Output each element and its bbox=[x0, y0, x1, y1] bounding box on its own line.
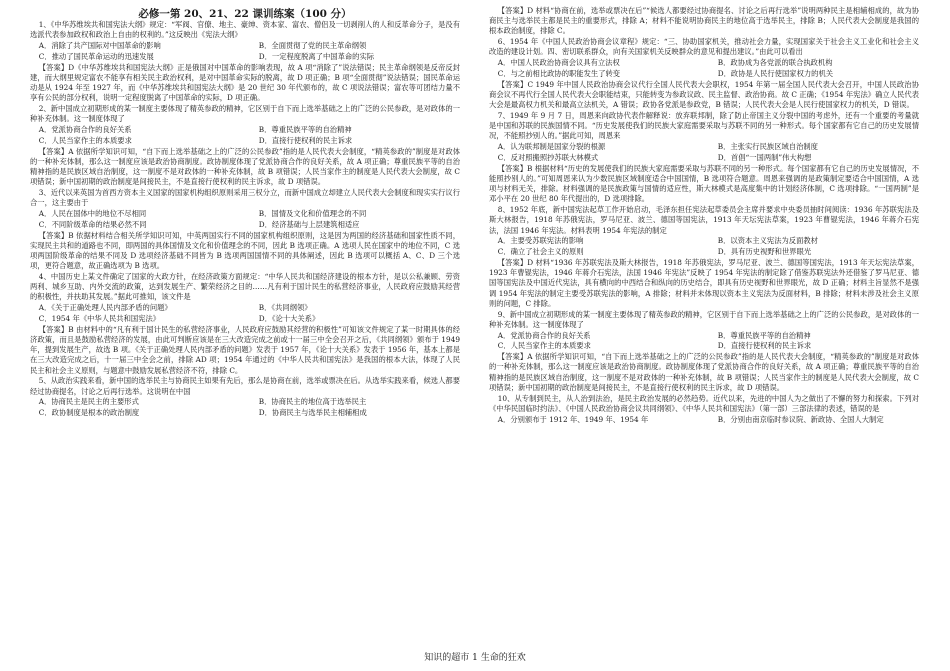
answer-option: C．确立了社会主义的原则 bbox=[497, 247, 584, 257]
paragraph: 2、新中国成立初期形成的某一制度主要体现了精英参政的精神，它区别于自下而上选举基础之上的广泛的公民参政，是对政体的一种补充体制。这一制度体现了 bbox=[30, 104, 460, 124]
answer-option: C．人民当家作主的本质要求 bbox=[38, 135, 132, 145]
answer-option: C．与之前相比政协的职能发生了转变 bbox=[497, 69, 621, 78]
answer-option: C．不同阶级革命的结果必然不同 bbox=[38, 219, 147, 229]
paragraph: 7、1949 年 9 月 7 日，周恩来向政协代表作解释说：放弃联邦制，除了防止帝国主义分裂中国的考虑外，还有一个重要的考量就是中国和苏联的民族国情不同。“历史发展使我们的民族大家庭需要采取与苏联不同的另一种形式。每个国家都有它自己的历史发展情况，不能照抄别人的。”据此可知，周恩来 bbox=[489, 111, 919, 141]
answer-option: A．《关于正确处理人民内部矛盾的问题》 bbox=[38, 303, 172, 313]
answer-option: D．直接行使权利的民主诉求 bbox=[717, 341, 812, 351]
option-row bbox=[489, 142, 919, 152]
paragraph: 【答案】B 依据材料结合相关所学知识可知，中英两国实行不同的国家机构组织原则，这是因为两国的经济基础和国家性质不同，实现民主共和的道路也不同，即两国的具体国情及文化和价值理念的不同，因此 B 选项正确。A 选项人民在国家中的地位不同，C 选项两国阶级革命的结果不同及 D 选项经济基础不同皆为 B 选项两国国情不同的具体阐述，因此 B 选项可以概括 A、C、D 三个选项，更符合题意，故正确选项为 B 选项。 bbox=[30, 230, 460, 271]
answer-option: A．党派协商合作的良好关系 bbox=[497, 330, 591, 340]
document-title: 必修一第 20、21、22 课训练案（100 分） bbox=[138, 8, 352, 20]
answer-option: D．《论十大关系》 bbox=[258, 314, 320, 323]
answer-option: D．首倡“一国两制”伟大构想 bbox=[717, 153, 812, 162]
answer-option: D．经济基础与上层建筑相适应 bbox=[258, 219, 360, 229]
answer-option: A．人民在国体中的地位不尽相同 bbox=[38, 209, 147, 218]
answer-option: A．消除了共产国际对中国革命的影响 bbox=[38, 41, 161, 50]
paragraph: 【答案】D《中华苏维埃共和国宪法大纲》正是俄国对中国革命的影响表现，故 A 项“消除了”说法错误；民主革命纲领是反帝反封建，而大纲里规定富农不能享有相关民主政治权利，是对中国革命实际的脱离，故 D 项正确；B 项“全面贯彻”说法错误；国民革命运动是从 1924 年至 1927 年，而《中华苏维埃共和国宪法大纲》是 20 世纪 30 年代颁布的，故 C 项说法错误；富农等可团结力量不享有公民的部分权利，说明一定程度脱离了中国革命的实际，D 项正确。 bbox=[30, 62, 460, 103]
paragraph: 8、1952 年底，新中国宪法起草工作开始启动，毛泽东担任宪法起草委员会主席并要求中央委员抽时间阅读：1936 年苏联宪法及斯大林报告，1918 年苏俄宪法，罗马尼亚、波兰、德国等国宪法，1913 年天坛宪法草案，1923 年曹锟宪法，1946 年蒋介石宪法，法国 1946 年宪法。材料表明 1954 年宪法的制定 bbox=[489, 205, 919, 235]
left-column bbox=[30, 20, 460, 648]
option-row bbox=[30, 52, 460, 62]
answer-option: B．协商民主的地位高于选举民主 bbox=[258, 397, 367, 407]
answer-option: B．分别由南京临时参议院、新政协、全国人大制定 bbox=[717, 414, 884, 424]
answer-option: A．协商民主是民主的主要形式 bbox=[38, 397, 139, 407]
paragraph: 【答案】A 依据所学知识可知，“自下而上选举基础之上的广泛的公民参政”指的是人民代表大会制度，“精英参政的”制度是对政体的一种补充体制，那么这一制度应该是政治协商制度。政协制度体现了党派协商合作的良好关系，故 A 项正确；尊重民族平等的自治精神指的是民族区域自治制度，这一制度不是对政体的一种补充体制，故 B 项错误；人民当家作主的制度是人民代表大会制度，故 C 项错误；新中国初期的政治制度是间接民主，不是直接行使权利的民主诉求，故 D 项错误。 bbox=[30, 146, 460, 187]
answer-option: C．反对照搬照抄苏联大林模式 bbox=[497, 153, 599, 162]
option-row bbox=[30, 397, 460, 407]
right-column bbox=[489, 6, 919, 648]
page-footer: 知识的超市 1 生命的狂欢 bbox=[424, 653, 526, 663]
option-row bbox=[30, 209, 460, 219]
answer-option: B．以资本主义宪法为反面教材 bbox=[717, 236, 818, 246]
answer-option: B．全面贯彻了党的民主革命纲领 bbox=[258, 41, 367, 50]
paragraph: 6、1954 年《中国人民政治协商会议章程》规定：“三、协助国家机关，推动社会力量，实现国家关于社会主义工业化和社会主义改造的建设计划。四、密切联系群众，向有关国家机关反映群众的意见和提出建议。”由此可以看出 bbox=[489, 37, 919, 57]
answer-option: B．主张实行民族区域自治制度 bbox=[717, 142, 818, 152]
answer-option: D．具有历史视野和世界眼光 bbox=[717, 247, 812, 257]
answer-option: B．《共同纲领》 bbox=[258, 303, 312, 313]
answer-option: D．一定程度脱离了中国革命的实际 bbox=[258, 51, 375, 61]
answer-option: A．分别颁布于 1912 年、1949 年、1954 年 bbox=[497, 414, 649, 424]
answer-option: A．中国人民政治协商会议具有立法权 bbox=[497, 58, 620, 68]
paragraph: 9、新中国成立初期形成的某一制度主要体现了精英参政的精神，它区别于自下而上选举基础之上的广泛的公民参政，是对政体的一种补充体制。这一制度体现了 bbox=[489, 309, 919, 329]
option-row bbox=[30, 125, 460, 135]
option-row bbox=[489, 331, 919, 341]
option-row bbox=[30, 408, 460, 418]
paragraph: 【答案】D 材料“1936 年苏联宪法及斯大林报告，1918 年苏俄宪法，罗马尼亚、波兰、德国等国宪法，1913 年天坛宪法草案，1923 年曹锟宪法，1946 年蒋介石宪法，法国 1946 年宪法”反映了 1954 年宪法的制定除了借鉴苏联宪法外还借鉴了罗马尼亚、德国等国宪法及中国近代宪法，具有横向的中西结合和纵向的历史结合，即具有历史视野和世界眼光，故 D 正确；材料主旨显然不是强调 1954 年宪法的制定主要受苏联宪法的影响，A 排除；材料并未体现以资本主义宪法为反面材料，B 排除；材料未涉及社会主义原则的问题，C 排除。 bbox=[489, 258, 919, 308]
option-row bbox=[489, 341, 919, 351]
paragraph: 3、近代以来英国为首西方资本主义国家的国家机构组织原则采用三权分立，而新中国成立却建立人民代表大会制度和现实实行议行合一，这主要由于 bbox=[30, 188, 460, 208]
answer-option: B．尊重民族平等的自治精神 bbox=[258, 125, 352, 134]
answer-option: D．协商民主与选举民主相辅相成 bbox=[258, 408, 367, 418]
paragraph: 【答案】B 由材料中的“凡有利于国计民生的私营经济事业，人民政府应鼓励其经营的积极性”可知该文件规定了某一时期具体的经济政策，而且是鼓励私营经济的发展，由此可判断应该是在三大改造完成之前或十一届三中全会召开之后，《共同纲领》颁布于 1949 年，提到发展生产，故选 B 项。《关于正确处理人民内部矛盾的问题》发表于 1957 年，《论十大关系》发表于 1956 年，基本上都是在三大改造完成之后，十一届三中全会之前，排除 AD 项；1954 年通过的《中华人民共和国宪法》是我国的根本大法，体现了人民民主和社会主义原则，与题意中鼓励发展私营经济不符，排除 C。 bbox=[30, 324, 460, 375]
answer-option: D．政协是人民行使国家权力的机关 bbox=[717, 69, 834, 78]
option-row bbox=[30, 136, 460, 146]
answer-option: A．主要受苏联宪法的影响 bbox=[497, 236, 584, 246]
answer-option: B．尊重民族平等的自治精神 bbox=[717, 330, 811, 340]
option-row bbox=[30, 314, 460, 324]
answer-option: D．直接行使权利的民主诉求 bbox=[258, 135, 353, 145]
option-row bbox=[489, 58, 919, 68]
answer-option: B．国情及文化和价值理念的不同 bbox=[258, 209, 367, 218]
paragraph: 5、从政治实践来看，新中国的选举民主与协商民主如果有先后，那么是协商在前，选举或票决在后。从选举实践来看，候选人都要经过协商提名，讨论之后再行选举。这说明在中国 bbox=[30, 376, 460, 396]
paragraph: 【答案】A 依据所学知识可知，“自下而上选举基础之上的广泛的公民参政”指的是人民代表大会制度，“精英参政的”制度是对政体的一种补充体制，那么这一制度应该是政治协商制度。政协制度体现了党派协商合作的良好关系，故 A 项正确；尊重民族平等的自治精神指的是民族区域自治制度，这一制度不是对政体的一种补充体制，故 B 项错误；人民当家作主的制度是人民代表大会制度，故 C 项错误；新中国初期的政治制度是间接民主，不是直接行使权利的民主诉求，故 D 项错误。 bbox=[489, 352, 919, 392]
answer-option: C．人民当家作主的本质要求 bbox=[497, 341, 591, 351]
paragraph: 10、从专制到民主，从人治到法治，是民主政治发展的必然趋势。近代以来，先进的中国人为之做出了不懈的努力和探索。下列对《中华民国临时约法》、《中国人民政治协商会议共同纲领》、《中华人民共和国宪法》（第一部）三部法律的表述，错误的是 bbox=[489, 393, 919, 413]
answer-option: A．认为联邦制是国家分裂的根源 bbox=[497, 142, 606, 152]
paragraph: 1、《中华苏维埃共和国宪法大纲》规定：“军阀、官僚、地主、豪绅、资本家、富农、僧侣及一切剥削人的人和反革命分子，是没有选派代表参加政权和政治上自由的权利的。”这反映出《宪法大纲》 bbox=[30, 20, 460, 40]
option-row bbox=[30, 220, 460, 230]
option-row bbox=[489, 153, 919, 163]
answer-option: C．推动了国民革命运动的迅速发展 bbox=[38, 51, 154, 61]
answer-option: A．党派协商合作的良好关系 bbox=[38, 125, 132, 134]
paragraph: 【答案】D 材料“协商在前，选举或票决在后”“候选人都要经过协商提名、讨论之后再行选举”说明两种民主是相辅相成的，故为协商民主与选举民主都是民主的重要形式，排除 A；材料不能说明协商民主的地位高于选举民主，排除 B；人民代表大会制度是我国的根本政治制度，排除 C。 bbox=[489, 6, 919, 36]
option-row bbox=[489, 415, 919, 425]
option-row bbox=[30, 303, 460, 313]
paragraph: 【答案】C 1949 年中国人民政治协商会议代行全国人民代表大会职权，1954 年第一届全国人民代表大会召开，中国人民政治协商会议不再代行全国人民代表大会职能结束，只能转变为参政议政、民主监督、政治协商。故 C 正确；《1954 年宪法》确立人民代表大会是最高权力机关和最高立法机关，A 错误；政协各党派是参政党，B 错误；人民代表大会是人民行使国家权力的机关，D 错误。 bbox=[489, 79, 919, 110]
paragraph: 【答案】B 根据材料“历史的发展使我们的民族大家庭需要采取与苏联不同的另一种形式。每个国家都有它自己的历史发展情况，不能照抄别人的。”可知周恩来认为少数民族区域制度适合中国国情，B 选项符合题意。周恩来强调的是政策制定要适合中国国情，A 选项与材料无关，排除。材料强调的是民族政策与国情的适应性，斯大林模式是高度集中的计划经济体制，C 选项排除。“一国两制”是邓小平在 20 世纪 80 年代提出的，D 选项排除。 bbox=[489, 163, 919, 204]
answer-option: B．政协成为各党派的联合执政机构 bbox=[717, 58, 833, 68]
option-row bbox=[30, 41, 460, 51]
option-row bbox=[489, 236, 919, 246]
answer-option: C．1954 年《中华人民共和国宪法》 bbox=[38, 314, 161, 323]
paragraph: 4、中国历史上某文件确定了国家的大政方针，在经济政策方面规定：“中华人民共和国经济建设的根本方针，是以公私兼顾、劳资两利、城乡互助、内外交流的政策，达到发展生产、繁荣经济之目的……凡有利于国计民生的私营经济事业，人民政府应鼓励其经营的积极性，并扶助其发展。”据此可推知，该文件是 bbox=[30, 272, 460, 302]
option-row bbox=[489, 69, 919, 79]
option-row bbox=[489, 247, 919, 257]
answer-option: C．政协制度是根本的政治制度 bbox=[38, 408, 140, 418]
